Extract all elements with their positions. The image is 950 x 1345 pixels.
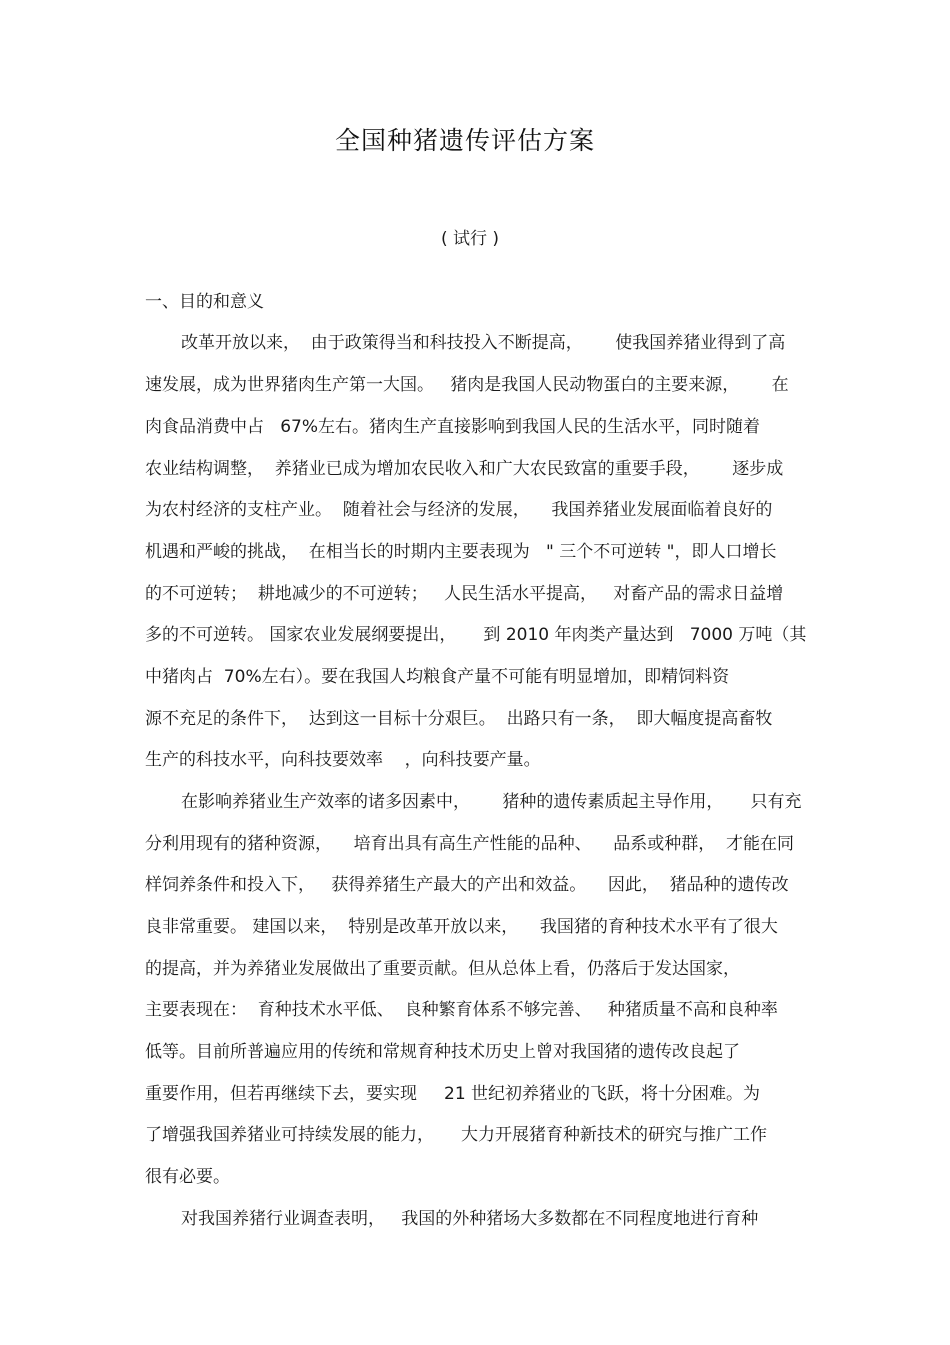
text-line: 的不可逆转； 耕地减少的不可逆转； 人民生活水平提高， 对畜产品的需求日益增 [145, 584, 784, 604]
text-line: 了增强我国养猪业可持续发展的能力， 大力开展猪育种新技术的研究与推广工作 [145, 1125, 768, 1145]
text-line: 样饲养条件和投入下， 获得养猪生产最大的产出和效益。 因此， 猪品种的遗传改 [145, 875, 789, 895]
text-line: 对我国养猪行业调查表明， 我国的外种猪场大多数都在不同程度地进行育种 [181, 1209, 759, 1229]
text-line: 多的不可逆转。 国家农业发展纲要提出， 到 2010 年肉类产量达到 7000 万吨（其 [145, 625, 807, 645]
text-line: 分利用现有的猪种资源， 培育出具有高生产性能的品种、 品系或种群， 才能在同 [145, 834, 795, 854]
text-line: 的提高，并为养猪业发展做出了重要贡献。但从总体上看，仍落后于发达国家， [145, 959, 740, 979]
text-line: 主要表现在： 育种技术水平低、 良种繁育体系不够完善、 种猪质量不高和良种率 [145, 1000, 778, 1020]
section-heading: 一、目的和意义 [145, 292, 264, 312]
text-line: 改革开放以来， 由于政策得当和科技投入不断提高， 使我国养猪业得到了高 [181, 333, 786, 353]
document-title: 全国种猪遗传评估方案 [334, 126, 595, 155]
document-subtitle: ( 试行 ) [440, 229, 500, 249]
text-line: 机遇和严峻的挑战， 在相当长的时期内主要表现为 " 三个不可逆转 "，即人口增长 [145, 542, 777, 562]
text-line: 生产的科技水平，向科技要效率 ，向科技要产量。 [145, 750, 541, 770]
text-line: 肉食品消费中占 67%左右。猪肉生产直接影响到我国人民的生活水平，同时随着 [145, 417, 760, 437]
text-line: 很有必要。 [145, 1167, 230, 1187]
text-line: 为农村经济的支柱产业。 随着社会与经济的发展， 我国养猪业发展面临着良好的 [145, 500, 773, 520]
text-line: 速发展，成为世界猪肉生产第一大国。 猪肉是我国人民动物蛋白的主要来源， 在 [145, 375, 789, 395]
text-line: 在影响养猪业生产效率的诸多因素中， 猪种的遗传素质起主导作用， 只有充 [181, 792, 802, 812]
text-line: 重要作用，但若再继续下去，要实现 21 世纪初养猪业的飞跃，将十分困难。为 [145, 1084, 761, 1104]
text-line: 源不充足的条件下， 达到这一目标十分艰巨。 出路只有一条， 即大幅度提高畜牧 [145, 709, 773, 729]
text-line: 良非常重要。 建国以来， 特别是改革开放以来， 我国猪的育种技术水平有了很大 [145, 917, 778, 937]
text-line: 中猪肉占 70%左右）。要在我国人均粮食产量不可能有明显增加，即精饲料资 [145, 667, 730, 687]
text-line: 农业结构调整， 养猪业已成为增加农民收入和广大农民致富的重要手段， 逐步成 [145, 459, 784, 479]
text-line: 低等。目前所普遍应用的传统和常规育种技术历史上曾对我国猪的遗传改良起了 [145, 1042, 740, 1062]
